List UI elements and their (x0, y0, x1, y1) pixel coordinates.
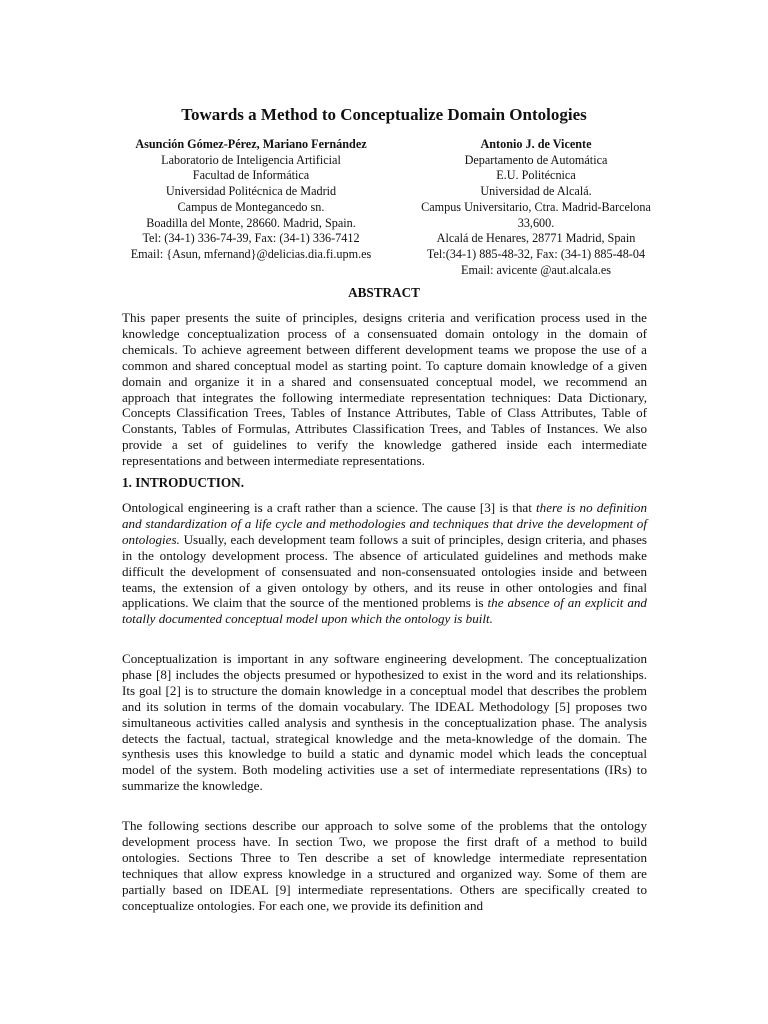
affiliation-line: Campus Universitario, Ctra. Madrid-Barcelona (421, 199, 651, 214)
author-names-right: Antonio J. de Vicente (480, 137, 592, 151)
text-run: Ontological engineering is a craft rather than a science. The cause [3] is that (122, 500, 537, 515)
emphasis-text: the absence of an explicit and totally documented conceptual model upon which the ontology is built. (122, 595, 647, 627)
affiliation-line: Tel: (34-1) 336-74-39, Fax: (34-1) 336-7412 (142, 231, 360, 246)
section-heading-introduction: 1. INTRODUCTION. (122, 475, 244, 490)
affiliation-line: 33,600. (517, 215, 555, 230)
affiliation-line: Tel:(34-1) 885-48-32, Fax: (34-1) 885-48-04 (426, 246, 646, 261)
author-names-left: Asunción Gómez-Pérez, Mariano Fernández (135, 137, 367, 151)
paragraph-text: Conceptualization is important in any software engineering development. The conceptualization phase [8] includes the objects presumed or hypothesized to exist in the word and its relationships. Its goal [2] is to structure the domain knowledge in a conceptual model that describes the problem and its solution in terms of the domain vocabulary. The IDEAL Methodology [5] proposes two simultaneous activities called analysis and synthesis in the conceptualization phase. The analysis detects the factual, tactual, strategical knowledge and the meta-knowledge of the domain. The synthesis uses this knowledge to build a static and dynamic model which leads the conceptual model of the system. Both modeling activities use a set of intermediate representations (IRs) to summarize the knowledge. (122, 651, 647, 794)
abstract-text (122, 310, 647, 469)
affiliation-line: Email: avicente @aut.alcala.es (461, 262, 611, 277)
affiliation-line: E.U. Politécnica (496, 168, 576, 183)
author-affiliation-right (408, 137, 664, 278)
intro-paragraph-3 (122, 818, 647, 913)
author-affiliation-left (100, 137, 402, 263)
affiliation-line: Email: {Asun, mfernand}@delicias.dia.fi.upm.es (130, 246, 372, 261)
abstract-heading: ABSTRACT (348, 285, 420, 300)
text-run: Usually, each development team follows a suit of principles, design criteria, and phases in the ontology development process. The absence of articulated guidelines and methods make difficult the development of consensuated and non-consensuated ontologies inside and between teams, the extension of a given ontology by others, and its reuse in other ontologies and final applications. We claim that the source of the mentioned problems is (122, 531, 647, 611)
affiliation-line: Campus de Montegancedo sn. (177, 199, 325, 214)
affiliation-line: Facultad de Informática (192, 168, 310, 183)
affiliation-line: Alcalá de Henares, 28771 Madrid, Spain (436, 231, 636, 246)
affiliation-line: Universidad de Alcalá. (480, 184, 592, 199)
paragraph-text: The following sections describe our approach to solve some of the problems that the ontology development process have. In section Two, we propose the first draft of a method to build ontologies. Sections Three to Ten describe a set of knowledge intermediate representation techniques that allow express knowledge in a structured and organized way. Some of them are partially based on IDEAL [9] intermediate representations. Others are specifically created to conceptualize ontologies. For each one, we provide its definition and (122, 818, 647, 913)
affiliation-line: Departamento de Automática (464, 152, 608, 167)
intro-paragraph-2 (122, 651, 647, 794)
affiliation-line: Laboratorio de Inteligencia Artificial (161, 152, 341, 167)
paper-title: Towards a Method to Conceptualize Domain Ontologies (181, 105, 587, 124)
emphasis-text: there is no definition and standardization of a life cycle and methodologies and techniques that drive the development of ontologies. (122, 500, 647, 547)
affiliation-line: Universidad Politécnica de Madrid (165, 184, 337, 199)
intro-paragraph-1 (122, 500, 647, 627)
affiliation-line: Boadilla del Monte, 28660. Madrid, Spain. (146, 215, 356, 230)
abstract-paragraph: This paper presents the suite of principles, designs criteria and verification process used in the knowledge conceptualization process of a consensuated domain ontology in the domain of chemicals. To achieve agreement between different development teams we propose the use of a common and shared conceptual model as starting point. To capture domain knowledge of a given domain and organize it in a shared and consensuated conceptual model, we recommend an approach that integrates the following intermediate representation techniques: Data Dictionary, Concepts Classification Trees, Tables of Instance Attributes, Table of Class Attributes, Table of Constants, Tables of Formulas, Attributes Classification Trees, and Tables of Instances. We also provide a set of guidelines to verify the knowledge gathered inside each intermediate representations and between intermediate representations. (122, 310, 647, 469)
